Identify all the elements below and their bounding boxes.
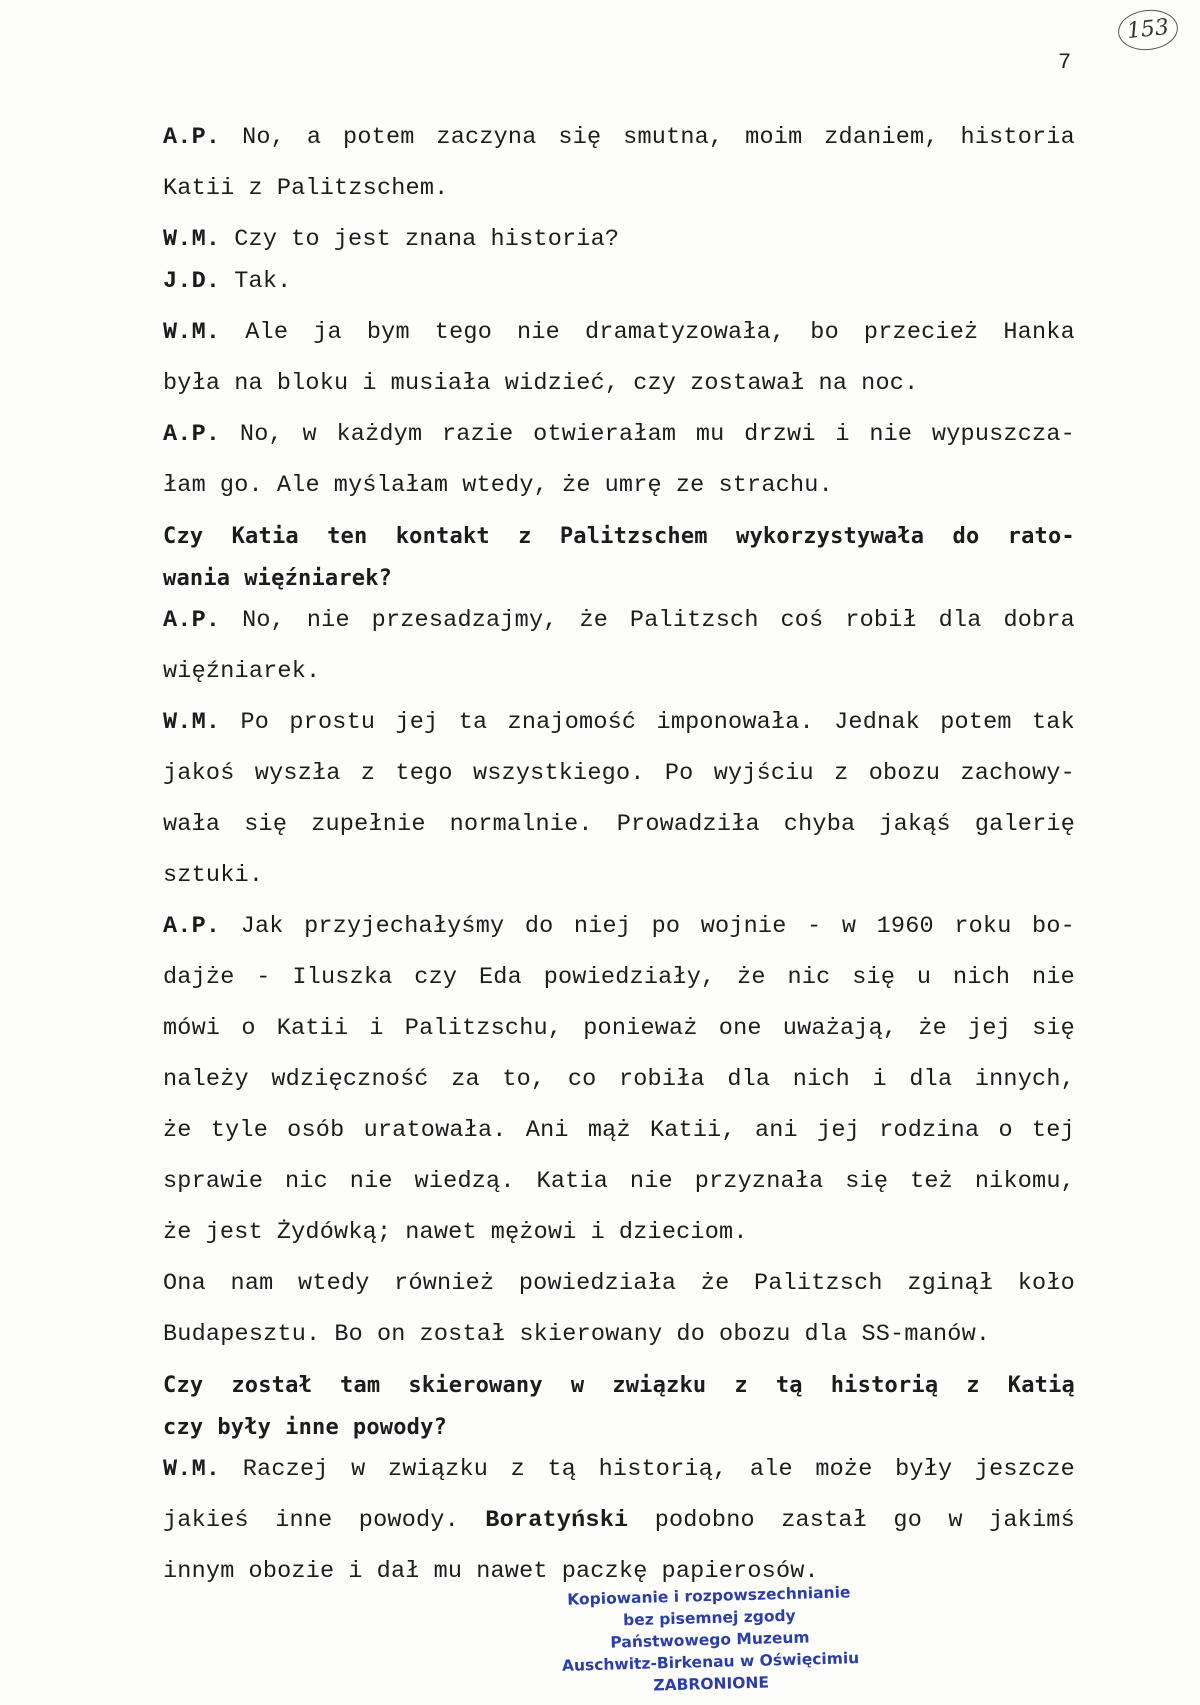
transcript-line <box>163 1213 1075 1264</box>
word: jakąś <box>879 811 951 838</box>
word: dobra <box>1003 607 1075 634</box>
word: to, <box>502 1066 546 1093</box>
word: do <box>952 524 980 549</box>
word: w <box>841 913 857 940</box>
word: potem <box>940 709 1012 736</box>
word: sprawie <box>163 1168 264 1195</box>
word: były <box>217 1415 272 1440</box>
word: podobno <box>654 1507 755 1534</box>
transcript-line <box>163 754 1075 805</box>
word: Jednak <box>834 709 920 736</box>
word: Czy <box>163 1373 204 1398</box>
word: prostu <box>289 709 376 736</box>
word: była <box>163 370 221 397</box>
word: że <box>737 964 766 991</box>
speaker-label: W.M. <box>163 226 221 253</box>
stamp-line: Kopiowanie i rozpowszechnianie <box>567 1583 851 1609</box>
word: Palitzschu, <box>404 1015 563 1042</box>
word: koło <box>1017 1270 1075 1297</box>
word: i <box>369 1015 384 1042</box>
word: jej <box>395 709 439 736</box>
word: jest <box>205 1219 263 1246</box>
word: nic <box>284 1168 328 1195</box>
word: należy <box>163 1066 249 1093</box>
word: czy <box>163 1415 204 1440</box>
word: wyszła <box>254 760 341 787</box>
word: Boratyński <box>485 1507 629 1534</box>
word: umrę <box>604 472 662 499</box>
word: z <box>966 1373 980 1398</box>
speaker-label: A.P. <box>163 124 221 151</box>
word: a <box>306 124 322 151</box>
word: że <box>579 607 609 634</box>
word: wojnie <box>700 913 787 940</box>
word: również <box>394 1270 495 1297</box>
word: że <box>700 1270 730 1297</box>
word: zginął <box>907 1270 994 1297</box>
word: nie <box>1032 964 1075 991</box>
word: ze <box>675 472 705 499</box>
word: Ale <box>276 472 320 499</box>
word: łam <box>163 472 206 499</box>
word: zaczyna <box>436 124 537 151</box>
word: tyle <box>210 1117 268 1144</box>
word: zupełnie <box>311 811 426 838</box>
word: wtedy <box>298 1270 370 1297</box>
stamp-line: Auschwitz-Birkenau w Oświęcimiu <box>561 1649 860 1675</box>
word: papierosów. <box>661 1558 819 1585</box>
word: w <box>570 1373 585 1398</box>
word: związku <box>612 1373 707 1398</box>
word: Katią <box>1007 1373 1075 1398</box>
word: myślałam <box>333 472 449 499</box>
word: z <box>834 760 849 787</box>
word: to <box>291 226 320 253</box>
word: dramatyzowała, <box>585 319 786 346</box>
word: No, <box>242 124 285 151</box>
word: ten <box>327 524 368 549</box>
word: tego <box>395 760 453 787</box>
stamp-line: Państwowego Muzeum <box>610 1628 810 1652</box>
word: w <box>302 421 317 448</box>
word: do <box>524 913 554 940</box>
word: Katia <box>231 524 299 549</box>
word: skierowany <box>519 1321 663 1348</box>
word: dla <box>804 1321 848 1348</box>
word: tą <box>775 1373 803 1398</box>
word: wania <box>163 566 231 591</box>
word: dla <box>938 607 982 634</box>
word: Żydówką; <box>276 1219 392 1246</box>
transcript-line <box>163 1009 1075 1060</box>
word: uważają, <box>782 1015 898 1042</box>
word: nie <box>517 319 560 346</box>
word: Iluszka <box>292 964 393 991</box>
word: każdym <box>336 421 423 448</box>
stamp-line: ZABRONIONE <box>653 1673 770 1695</box>
word: noc. <box>861 370 919 397</box>
speaker-label: A.P. <box>163 607 221 634</box>
word: No, <box>242 607 285 634</box>
word: przecież <box>863 319 979 346</box>
word: drzwi <box>744 421 816 448</box>
word: jakoś <box>163 760 235 787</box>
word: Hanka <box>1003 319 1075 346</box>
word: jest <box>333 226 391 253</box>
word: bo <box>810 319 839 346</box>
word: dla <box>909 1066 953 1093</box>
word: i <box>872 1066 887 1093</box>
word: mu <box>695 421 725 448</box>
transcript-line <box>163 1315 1075 1366</box>
word: tego <box>434 319 493 346</box>
word: Tak. <box>234 268 292 295</box>
word: że <box>163 1219 192 1246</box>
word: się <box>1032 1015 1075 1042</box>
word: Katii, <box>649 1117 736 1144</box>
word: bo- <box>1032 913 1075 940</box>
transcript-line <box>163 313 1075 364</box>
word: sztuki. <box>163 862 264 889</box>
word: Raczej <box>242 1456 329 1483</box>
word: Czy <box>234 226 278 253</box>
word: obozie <box>248 1558 335 1585</box>
word: galerię <box>974 811 1075 838</box>
word: robiła <box>618 1066 705 1093</box>
word: tej <box>1031 1117 1075 1144</box>
word: robił <box>845 607 917 634</box>
word: zostawał <box>690 370 805 397</box>
transcript-line <box>163 262 1075 313</box>
transcript-line <box>163 1060 1075 1111</box>
word: mąż <box>587 1117 631 1144</box>
word: i <box>590 1219 605 1246</box>
word: że <box>163 1117 192 1144</box>
word: mężowi <box>490 1219 577 1246</box>
word: Katii <box>163 175 235 202</box>
word: tą <box>547 1456 577 1483</box>
transcript-line <box>163 169 1075 220</box>
word: bym <box>366 319 410 346</box>
word: może <box>815 1456 873 1483</box>
word: dajże <box>163 964 235 991</box>
stamp-line: bez pisemnej zgody <box>622 1606 796 1630</box>
word: normalnie. <box>449 811 593 838</box>
word: z <box>248 175 263 202</box>
word: rato- <box>1007 524 1075 549</box>
word: nich <box>953 964 1011 991</box>
word: tak <box>1031 709 1075 736</box>
interviewer-question-line <box>163 517 1075 559</box>
word: nawet <box>476 1558 548 1585</box>
word: go <box>893 1507 923 1534</box>
word: 1960 <box>876 913 934 940</box>
word: został <box>419 1321 506 1348</box>
word: Budapesztu. <box>163 1321 321 1348</box>
word: niej <box>573 913 632 940</box>
word: dzieciom. <box>618 1219 748 1246</box>
word: o <box>998 1117 1013 1144</box>
word: wdzięczność <box>271 1066 429 1093</box>
word: że <box>562 472 591 499</box>
transcript-line <box>163 856 1075 907</box>
word: strachu. <box>718 472 833 499</box>
word: się <box>244 811 288 838</box>
word: Palitzschem. <box>276 175 449 202</box>
word: dla <box>727 1066 771 1093</box>
word: z <box>734 1373 748 1398</box>
word: razie <box>441 421 514 448</box>
transcript-line <box>163 1501 1075 1552</box>
word: kontakt <box>395 524 490 549</box>
word: Prowadziła <box>616 811 760 838</box>
word: powody. <box>358 1507 459 1534</box>
word: inne <box>275 1507 333 1534</box>
word: Bo <box>334 1321 363 1348</box>
transcript-line <box>163 1264 1075 1315</box>
word: Katia <box>536 1168 609 1195</box>
transcript-line <box>163 958 1075 1009</box>
speaker-label: W.M. <box>163 709 221 736</box>
interviewer-question-line <box>163 1366 1075 1408</box>
word: mówi <box>163 1015 221 1042</box>
word: Jak <box>240 913 284 940</box>
word: nie <box>349 1168 393 1195</box>
word: nie <box>629 1168 673 1195</box>
word: przyznała <box>694 1168 824 1195</box>
word: paczkę <box>561 1558 648 1585</box>
word: innym <box>163 1558 235 1585</box>
word: nam <box>230 1270 274 1297</box>
word: się <box>558 124 602 151</box>
word: ponieważ <box>583 1015 698 1042</box>
word: przesadzajmy, <box>371 607 558 634</box>
word: że <box>918 1015 947 1042</box>
word: więźniarek. <box>163 658 321 685</box>
speaker-label: A.P. <box>163 913 221 940</box>
speaker-label: J.D. <box>163 268 221 295</box>
word: SS-manów. <box>861 1321 991 1348</box>
word: do <box>676 1321 706 1348</box>
word: otwierałam <box>533 421 677 448</box>
word: Ani <box>525 1117 569 1144</box>
transcript-line <box>163 1111 1075 1162</box>
transcript-line <box>163 1450 1075 1501</box>
interviewer-question-line <box>163 559 1075 601</box>
word: powiedziała <box>518 1270 677 1297</box>
word: nich <box>792 1066 850 1093</box>
word: jeszcze <box>974 1456 1075 1483</box>
word: znana <box>404 226 477 253</box>
word: dał <box>376 1558 420 1585</box>
transcript-line <box>163 118 1075 169</box>
word: po <box>651 913 681 940</box>
word: inne <box>285 1415 339 1440</box>
word: były <box>895 1456 953 1483</box>
word: powody? <box>352 1415 448 1440</box>
word: one <box>718 1015 762 1042</box>
word: go. <box>219 472 263 499</box>
word: i <box>835 421 850 448</box>
word: wypuszcza- <box>931 421 1075 448</box>
word: jej <box>817 1117 860 1144</box>
word: czy <box>414 964 458 991</box>
word: więźniarek? <box>244 566 393 591</box>
word: Czy <box>163 524 204 549</box>
word: nikomu, <box>974 1168 1075 1195</box>
word: historią <box>830 1373 939 1398</box>
word: i <box>362 370 377 397</box>
page-number: 7 <box>1058 50 1072 75</box>
word: historia? <box>490 226 620 253</box>
word: Ale <box>245 319 289 346</box>
word: rodzina <box>879 1117 980 1144</box>
word: on <box>376 1321 406 1348</box>
speaker-label: W.M. <box>163 1456 221 1483</box>
word: No, <box>239 421 283 448</box>
transcript-line <box>163 703 1075 754</box>
word: potem <box>343 124 415 151</box>
word: wtedy, <box>462 472 549 499</box>
word: uratowała. <box>363 1117 507 1144</box>
word: za <box>451 1066 480 1093</box>
word: historia <box>960 124 1075 151</box>
word: powiedziały, <box>543 964 716 991</box>
word: wyjściu <box>713 760 814 787</box>
word: nie <box>869 421 913 448</box>
word: moim <box>745 124 803 151</box>
word: wała <box>163 811 221 838</box>
word: Po <box>240 709 270 736</box>
transcript-line <box>163 220 1075 262</box>
word: o <box>241 1015 256 1042</box>
word: w <box>948 1507 963 1534</box>
transcript-line <box>163 364 1075 415</box>
word: jakieś <box>163 1507 249 1534</box>
word: chyba <box>783 811 856 838</box>
transcript-line <box>163 1162 1075 1213</box>
speaker-label: A.P. <box>163 421 221 448</box>
word: przyjechałyśmy <box>304 913 505 940</box>
word: został <box>231 1373 313 1398</box>
word: ja <box>313 319 342 346</box>
word: co <box>567 1066 597 1093</box>
word: Ona <box>163 1270 206 1297</box>
word: tam <box>340 1373 381 1398</box>
word: w <box>351 1456 366 1483</box>
word: nic <box>787 964 831 991</box>
word: ani <box>754 1117 798 1144</box>
transcript-line <box>163 805 1075 856</box>
word: wiedzą. <box>414 1168 515 1195</box>
word: bloku <box>276 370 349 397</box>
word: na <box>818 370 848 397</box>
word: wykorzystywała <box>736 524 925 549</box>
word: nie <box>306 607 350 634</box>
word: obozu <box>719 1321 791 1348</box>
word: wszystkiego. <box>472 760 645 787</box>
word: skierowany <box>408 1373 543 1398</box>
word: ta <box>458 709 488 736</box>
word: znajomość <box>507 709 637 736</box>
word: ale <box>749 1456 793 1483</box>
word: zdaniem, <box>824 124 939 151</box>
transcript-line <box>163 652 1075 703</box>
transcript-line <box>163 907 1075 958</box>
word: widzieć, <box>504 370 620 397</box>
word: na <box>234 370 263 397</box>
word: coś <box>780 607 824 634</box>
word: też <box>910 1168 953 1195</box>
word: z <box>518 524 532 549</box>
word: mu <box>433 1558 463 1585</box>
word: jej <box>968 1015 1011 1042</box>
word: imponowała. <box>656 709 814 736</box>
word: jakimś <box>989 1507 1075 1534</box>
word: smutna, <box>623 124 724 151</box>
copyright-stamp <box>559 1581 862 1699</box>
word: musiała <box>390 370 491 397</box>
word: czy <box>633 370 677 397</box>
archive-number: 153 <box>1116 7 1180 53</box>
word: związku <box>387 1456 489 1483</box>
word: zachowy- <box>960 760 1075 787</box>
word: innych, <box>974 1066 1075 1093</box>
word: roku <box>954 913 1012 940</box>
word: Palitzschem <box>559 524 708 549</box>
word: historią, <box>598 1456 728 1483</box>
interviewer-question-line <box>163 1408 1075 1450</box>
word: - <box>807 913 822 940</box>
word: Po <box>664 760 694 787</box>
word: nawet <box>405 1219 477 1246</box>
word: się <box>852 964 896 991</box>
word: z <box>510 1456 525 1483</box>
word: u <box>916 964 932 991</box>
word: osób <box>287 1117 345 1144</box>
word: - <box>256 964 271 991</box>
word: i <box>348 1558 363 1585</box>
speaker-label: W.M. <box>163 319 221 346</box>
word: Katii <box>276 1015 349 1042</box>
interview-transcript <box>163 118 1075 1603</box>
word: obozu <box>868 760 941 787</box>
transcript-line <box>163 466 1075 517</box>
word: z <box>360 760 376 787</box>
word: się <box>845 1168 889 1195</box>
word: zastał <box>781 1507 868 1534</box>
word: Palitzsch <box>753 1270 883 1297</box>
transcript-line <box>163 415 1075 466</box>
word: Eda <box>479 964 522 991</box>
transcript-line <box>163 601 1075 652</box>
word: Palitzsch <box>629 607 759 634</box>
